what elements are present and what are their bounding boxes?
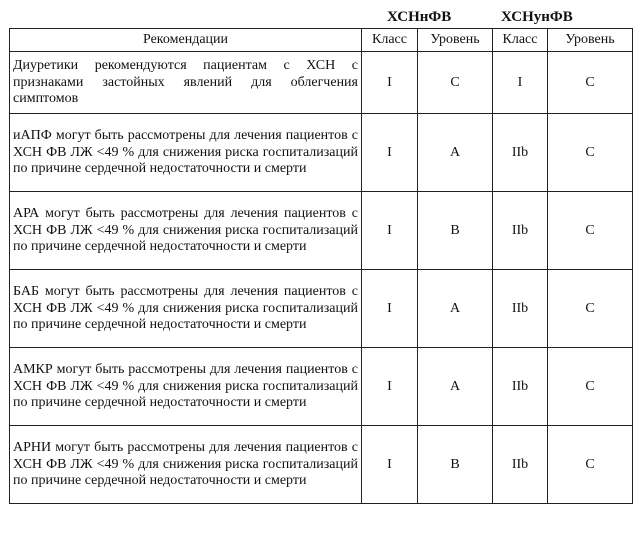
- recommendation-text: иАПФ могут быть рассмотрены для лечения пациентов с ХСН ФВ ЛЖ <49 % для снижения риска госпитализаций по причине сердечной недостаточности и смерти: [10, 114, 362, 192]
- header-level-hfmref: Уровень: [418, 29, 493, 52]
- level-hfimpef-cell: C: [548, 426, 633, 504]
- recommendations-table: [9, 28, 633, 504]
- header-level-hfimpef: Уровень: [548, 29, 633, 52]
- recommendation-text: БАБ могут быть рассмотрены для лечения пациентов с ХСН ФВ ЛЖ <49 % для снижения риска госпитализаций по причине сердечной недостаточности и смерти: [10, 270, 362, 348]
- class-hfmref-cell: I: [362, 426, 418, 504]
- level-hfmref-cell: C: [418, 52, 493, 114]
- class-hfmref-cell: I: [362, 348, 418, 426]
- header-class-hfmref: Класс: [362, 29, 418, 52]
- class-hfmref-cell: I: [362, 192, 418, 270]
- level-hfimpef-cell: C: [548, 270, 633, 348]
- level-hfimpef-cell: C: [548, 192, 633, 270]
- level-hfmref-cell: A: [418, 114, 493, 192]
- recommendation-text: АМКР могут быть рассмотрены для лечения пациентов с ХСН ФВ ЛЖ <49 % для снижения риска госпитализаций по причине сердечной недостаточности и смерти: [10, 348, 362, 426]
- level-hfmref-cell: B: [418, 426, 493, 504]
- class-hfimpef-cell: IIb: [493, 270, 548, 348]
- table-row: [10, 270, 633, 348]
- header-class-hfimpef: Класс: [493, 29, 548, 52]
- class-hfmref-cell: I: [362, 270, 418, 348]
- class-hfimpef-cell: IIb: [493, 348, 548, 426]
- recommendation-text: АРНИ могут быть рассмотрены для лечения пациентов с ХСН ФВ ЛЖ <49 % для снижения риска госпитализаций по причине сердечной недостаточности и смерти: [10, 426, 362, 504]
- table-row: [10, 192, 633, 270]
- group-header-hfmref: ХСНнФВ: [387, 9, 452, 25]
- table-row: [10, 52, 633, 114]
- level-hfmref-cell: A: [418, 348, 493, 426]
- level-hfmref-cell: B: [418, 192, 493, 270]
- class-hfmref-cell: I: [362, 114, 418, 192]
- class-hfmref-cell: I: [362, 52, 418, 114]
- group-header-hfimpef: ХСНунФВ: [501, 9, 573, 25]
- table-row: [10, 114, 633, 192]
- level-hfimpef-cell: C: [548, 52, 633, 114]
- class-hfimpef-cell: IIb: [493, 114, 548, 192]
- class-hfimpef-cell: IIb: [493, 192, 548, 270]
- recommendation-text: Диуретики рекомендуются пациентам с ХСН с признаками застойных явлений для облегчения симптомов: [10, 52, 362, 114]
- class-hfimpef-cell: I: [493, 52, 548, 114]
- header-recommendations: Рекомендации: [10, 29, 362, 52]
- class-hfimpef-cell: IIb: [493, 426, 548, 504]
- header-row: [10, 29, 633, 52]
- recommendation-text: АРА могут быть рассмотрены для лечения пациентов с ХСН ФВ ЛЖ <49 % для снижения риска госпитализаций по причине сердечной недостаточности и смерти: [10, 192, 362, 270]
- level-hfimpef-cell: C: [548, 114, 633, 192]
- table-row: [10, 426, 633, 504]
- level-hfmref-cell: A: [418, 270, 493, 348]
- table-row: [10, 348, 633, 426]
- level-hfimpef-cell: C: [548, 348, 633, 426]
